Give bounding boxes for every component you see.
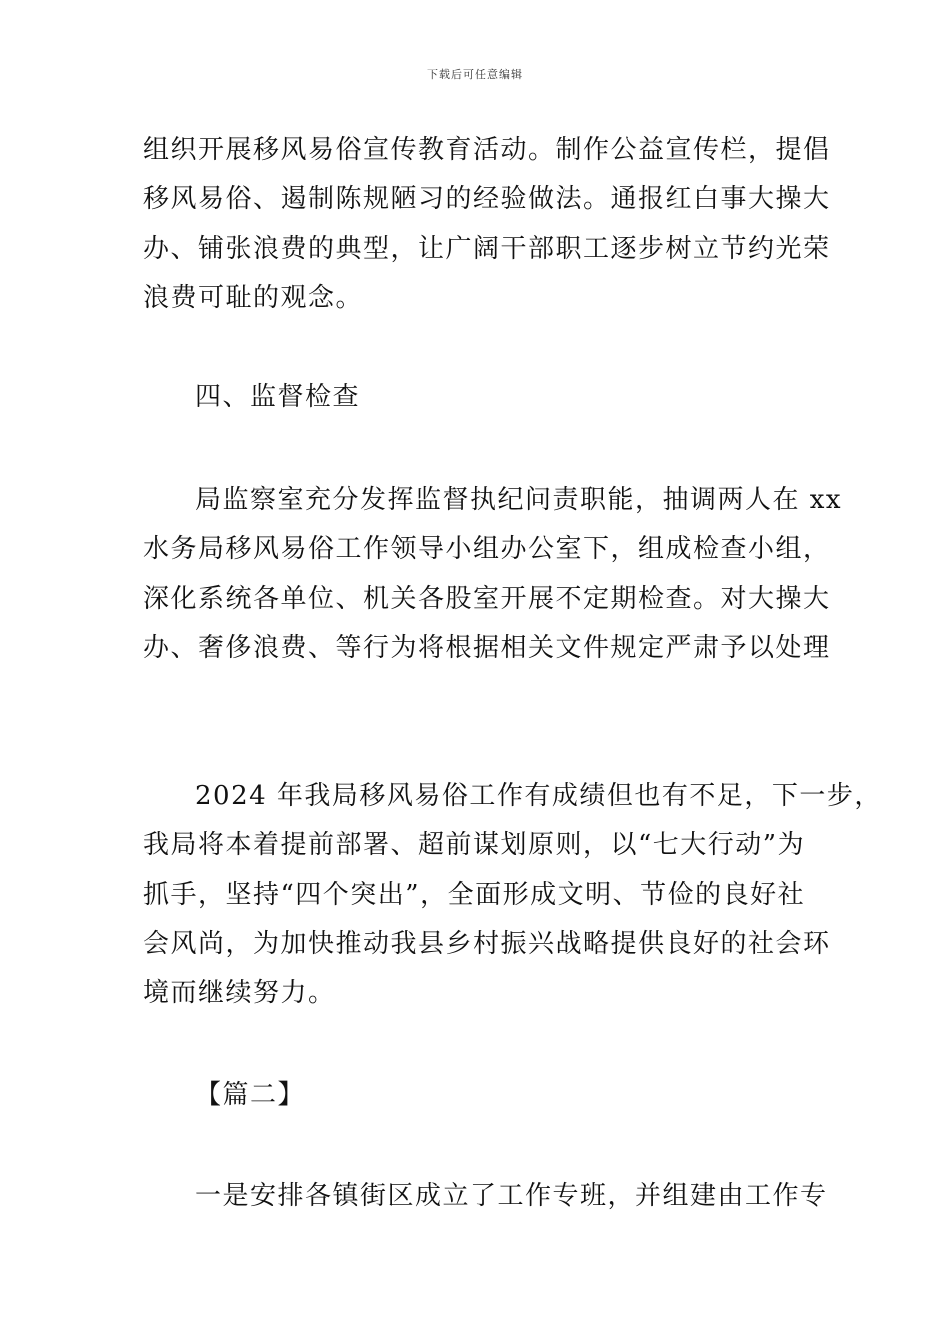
body-line: 一是安排各镇街区成立了工作专班，并组建由工作专 xyxy=(195,1181,828,1211)
body-line: 局监察室充分发挥监督执纪问责职能，抽调两人在 xx xyxy=(195,485,843,515)
body-line: 组织开展移风易俗宣传教育活动。制作公益宣传栏，提倡 xyxy=(143,135,831,165)
body-line: 我局将本着提前部署、超前谋划原则，以“七大行动”为 xyxy=(143,830,806,860)
page-header: 下载后可任意编辑 xyxy=(427,68,523,81)
article-marker: 【篇二】 xyxy=(195,1080,306,1110)
body-line: 会风尚，为加快推动我县乡村振兴战略提供良好的社会环 xyxy=(143,929,831,959)
body-line: 移风易俗、遏制陈规陋习的经验做法。通报红白事大操大 xyxy=(143,184,831,214)
body-line: 办、奢侈浪费、等行为将根据相关文件规定严肃予以处理 xyxy=(143,633,831,663)
body-line: 浪费可耻的观念。 xyxy=(143,283,364,313)
body-line: 境而继续努力。 xyxy=(143,978,336,1008)
body-line: 深化系统各单位、机关各股室开展不定期检查。对大操大 xyxy=(143,584,831,614)
body-line: 办、铺张浪费的典型，让广阔干部职工逐步树立节约光荣 xyxy=(143,234,831,264)
body-line: 水务局移风易俗工作领导小组办公室下，组成检查小组， xyxy=(143,534,831,564)
body-line: 抓手，坚持“四个突出”，全面形成文明、节俭的良好社 xyxy=(143,880,806,910)
section-heading: 四、监督检查 xyxy=(195,382,361,412)
body-line: 2024 年我局移风易俗工作有成绩但也有不足，下一步， xyxy=(195,781,882,811)
